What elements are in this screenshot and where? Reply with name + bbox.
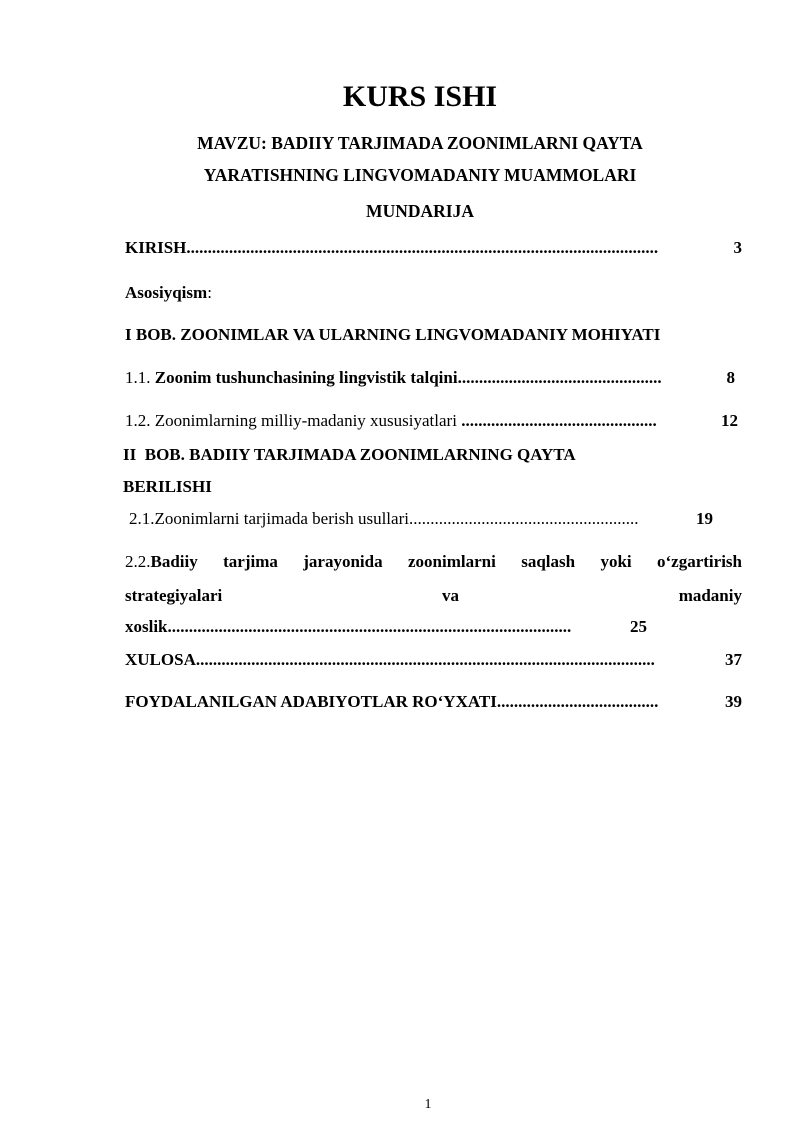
toc-label: KIRISH <box>125 238 187 257</box>
toc-word: tarjima <box>223 552 278 571</box>
toc-page-number: 12 <box>721 411 738 430</box>
toc-leader-dots: ...................................... <box>496 692 659 711</box>
toc-leader-dots: ............................................................................................................... <box>186 238 659 257</box>
document-title: KURS ISHI <box>342 80 498 113</box>
toc-label: XULOSA <box>125 650 196 669</box>
toc-word: va <box>441 586 459 605</box>
toc-label: 2.1.Zoonimlarni tarjimada berish usullari <box>129 509 409 528</box>
toc-word: madaniy <box>678 586 742 605</box>
toc-word: o‘zgartirish <box>657 552 742 571</box>
topic-line-2: YARATISHNING LINGVOMADANIY MUAMMOLARI <box>203 165 637 185</box>
toc-entry-2-2-line-3 <box>125 617 647 637</box>
contents-heading: MUNDARIJA <box>366 201 474 221</box>
toc-leader-dots: ............................................................................................................ <box>195 650 655 669</box>
toc-page-number: 19 <box>696 509 713 528</box>
toc-word: Badiiy <box>150 552 198 571</box>
toc-word: saqlash <box>521 552 576 571</box>
toc-entry-2-2-line-2 <box>125 586 742 606</box>
toc-word: yoki <box>600 552 632 571</box>
toc-page-number: 3 <box>733 238 742 257</box>
toc-word: strategiyalari <box>125 586 223 605</box>
toc-leader-dots: ............................................................................................... <box>167 617 572 636</box>
toc-leader-dots: ...................................................... <box>408 509 639 528</box>
toc-entry-intro <box>125 238 742 258</box>
toc-chapter-1: I BOB. ZOONIMLAR VA ULARNING LINGVOMADANIY MOHIYATI <box>125 325 661 344</box>
toc-chapter-2-line-2: BERILISHI <box>123 477 212 496</box>
toc-leader-dots: .............................................. <box>461 411 657 430</box>
toc-section-number: 1.1. <box>125 368 155 387</box>
toc-page-number: 37 <box>725 650 742 669</box>
toc-word: jarayonida <box>303 552 383 571</box>
toc-label: Zoonim tushunchasining lingvistik talqini <box>154 368 458 387</box>
toc-entry-1-1 <box>125 368 735 388</box>
toc-entry-references <box>125 692 742 712</box>
toc-leader-dots: ................................................ <box>457 368 662 387</box>
toc-entry-2-1 <box>129 509 713 529</box>
toc-label: Asosiyqism <box>125 283 208 302</box>
toc-entry-main-part <box>125 283 212 303</box>
toc-chapter-2-line-1: II BOB. BADIIY TARJIMADA ZOONIMLARNING QAYTA <box>123 445 576 464</box>
toc-page-number: 25 <box>630 617 647 636</box>
topic-line-1: MAVZU: BADIIY TARJIMADA ZOONIMLARNI QAYTA <box>197 133 643 153</box>
toc-word: zoonimlarni <box>407 552 496 571</box>
toc-page-number: 39 <box>725 692 742 711</box>
page-number: 1 <box>424 1097 432 1112</box>
toc-colon: : <box>207 283 212 302</box>
toc-label: 1.2. Zoonimlarning milliy-madaniy xususiyatlari <box>125 411 462 430</box>
toc-entry-2-2-line-1 <box>125 552 742 572</box>
toc-entry-conclusion <box>125 650 742 670</box>
toc-section-number: 2.2. <box>125 552 151 571</box>
toc-entry-1-2 <box>125 411 738 431</box>
toc-label: xoslik <box>125 617 168 636</box>
toc-page-number: 8 <box>726 368 735 387</box>
toc-label: FOYDALANILGAN ADABIYOTLAR RO‘YXATI <box>125 692 497 711</box>
